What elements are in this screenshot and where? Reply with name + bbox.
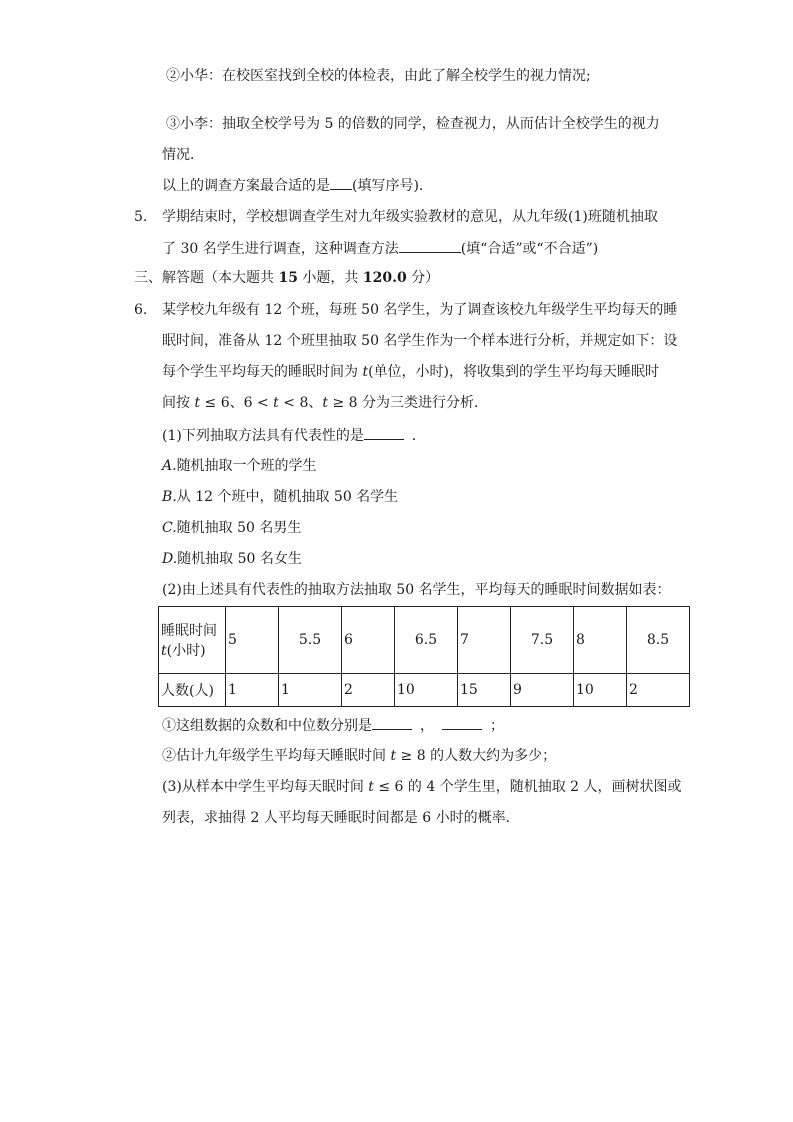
q6-choice-b [162,487,398,507]
q6-var-t: t [362,364,369,380]
table-cell-time: 8 [574,607,627,674]
q6-part-3-text: (3)从样本中学生平均每天眠时间 [162,779,369,795]
q6-sub-question-2 [162,746,556,766]
q6-choice-c [162,518,301,538]
q6-part-1-blank [364,425,404,440]
table-header-unit: (小时) [166,643,206,659]
q5-line1: 学期结束时，学校想调查学生对九年级实验教材的意见，从九年级(1)班随机抽取 [162,209,658,225]
q6-part-3-line2: 列表，求抽得 2 人平均每天睡眠时间都是 6 小时的概率． [162,810,520,826]
q6-choice-d [162,549,302,569]
q6-sub-1-blank-mode [372,715,412,730]
q6-sub-2-end: ≥ 8 的人数大约为多少； [396,748,557,764]
table-cell-count: 2 [627,674,690,707]
table-cell-count: 1 [279,674,342,707]
table-row-count [159,674,690,707]
q6-line4-b: ≤ 6、6 < [200,395,274,411]
q6-part-2: (2)由上述具有代表性的抽取方法抽取 50 名学生，平均每天的睡眠时间数据如表： [162,582,671,598]
q6-choice-b-text: 从 12 个班中，随机抽取 50 名学生 [176,489,399,505]
table-cell-count: 2 [342,674,395,707]
q6-part-1-end: ． [411,428,426,444]
section-3-prefix: 三、解答题（本大题共 [134,270,279,286]
q5-line2-text: 了 30 名学生进行调查，这种调查方法 [162,241,399,257]
q4-question-text: 以上的调查方案最合适的是 [162,178,330,194]
table-cell-time: 8.5 [627,607,690,674]
q4-option-2: ②小华：在校医室找到全校的体检表，由此了解全校学生的视力情况; [166,68,591,84]
q6-line4-a: 间按 [162,395,195,411]
q6-line4 [162,393,488,413]
q6-choice-d-letter: D. [162,551,178,567]
q6-sub-1-end: ； [490,718,504,734]
table-cell-time: 6.5 [395,607,458,674]
q6-choice-a-letter: A. [162,458,177,474]
q6-line3 [162,362,659,382]
q6-line3-end: (单位，小时)，将收集到的学生平均每天睡眠时 [368,364,660,380]
table-cell-time: 7.5 [511,607,574,674]
q5-line2-end: (填“合适”或“不合适”) [460,241,599,257]
table-header-line1: 睡眠时间 [161,623,217,639]
q4-answer-blank [330,175,352,190]
table-cell-count: 10 [395,674,458,707]
table-header-count: 人数(人) [159,674,226,707]
table-cell-time: 7 [458,607,511,674]
q6-sub-question-1 [162,715,504,736]
q6-line3-text: 每个学生平均每天的睡眠时间为 [162,364,363,380]
q6-choice-a-text: 随机抽取一个班的学生 [176,458,317,474]
q6-sub-1-text: ①这组数据的众数和中位数分别是 [162,718,372,734]
q6-var-t: t [368,779,374,795]
q6-line2: 眠时间，准备从 12 个班里抽取 50 名学生作为一个样本进行分析，并规定如下：设 [162,333,678,349]
section-3-heading [134,268,439,288]
q4-question-end: (填写序号)． [352,178,433,194]
q6-var-t: t [390,748,397,764]
table-header-line2 [161,640,223,660]
table-cell-count: 10 [574,674,627,707]
q6-choice-d-text: 随机抽取 50 名女生 [177,551,302,567]
q6-sub-1-comma: ， [420,718,434,734]
section-3-count: 15 [278,270,298,286]
q6-var-t: t [273,395,279,411]
q6-line4-c: < 8、 [278,395,323,411]
table-cell-count: 9 [511,674,574,707]
q5-number: 5. [134,209,148,225]
q6-choice-b-letter: B. [162,489,177,505]
sleep-time-table [158,606,690,707]
q6-sub-2-text: ②估计九年级学生平均每天睡眠时间 [162,748,391,764]
q6-line4-d: ≥ 8 分为三类进行分析． [328,395,488,411]
q6-choice-a [162,456,317,476]
q6-part-3-end: ≤ 6 的 4 个学生里，随机抽取 2 人，画树状图或 [373,779,682,795]
q4-question [162,175,433,196]
q6-number: 6. [134,302,148,318]
table-cell-time: 5.5 [279,607,342,674]
table-cell-time: 5 [226,607,279,674]
table-row-sleep-time [159,607,690,674]
q6-choice-c-letter: C. [162,520,177,536]
q5-answer-blank [399,238,461,253]
table-cell-count: 15 [458,674,511,707]
q6-part-3 [162,777,682,797]
q6-part-1-text: (1)下列抽取方法具有代表性的是 [162,428,364,444]
q6-var-t: t [194,395,201,411]
q6-sub-1-blank-median [442,715,482,730]
section-3-middle: 小题，共 [297,270,363,286]
q6-var-t: t [322,395,328,411]
section-3-score: 120.0 [362,270,407,286]
section-3-suffix: 分） [406,270,440,286]
q5-line2 [162,238,598,259]
q4-option-3-line1: ③小李：抽取全校学号为 5 的倍数的同学，检查视力，从而估计全校学生的视力 [166,116,660,132]
q6-part-1 [162,425,426,446]
table-cell-count: 1 [226,674,279,707]
table-header-var-t: t [161,643,167,659]
q6-line1: 某学校九年级有 12 个班，每班 50 名学生，为了调查该校九年级学生平均每天的睡 [162,302,678,318]
table-header-sleep-time [159,607,226,674]
q6-choice-c-text: 随机抽取 50 名男生 [176,520,302,536]
q4-option-3-line2: 情况． [162,147,204,163]
table-cell-time: 6 [342,607,395,674]
